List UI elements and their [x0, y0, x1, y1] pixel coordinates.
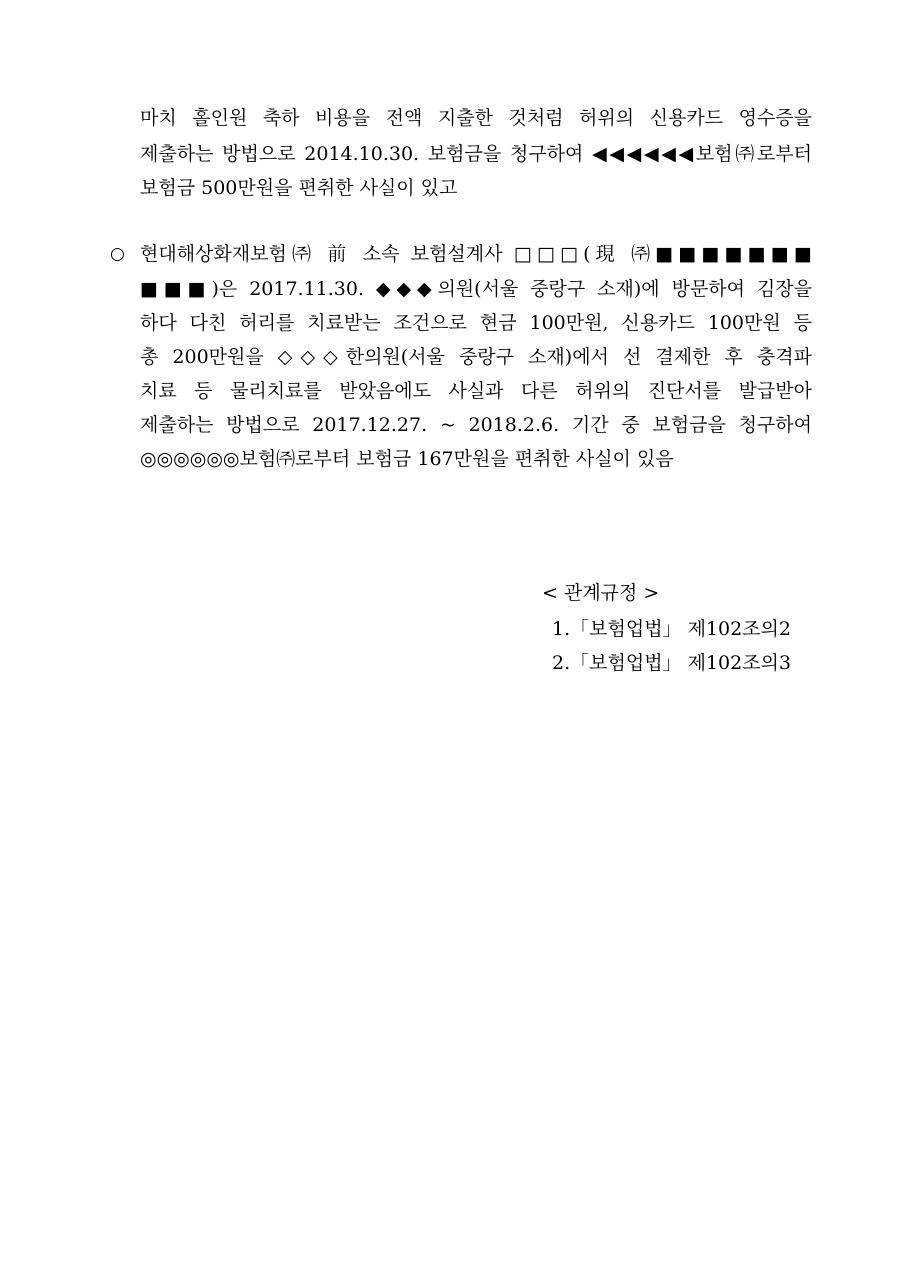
paragraph-1-line-2: 제출하는 방법으로 2014.10.30. 보험금을 청구하여 ◀◀◀◀◀◀보험㈜로부터	[140, 143, 812, 165]
paragraph-2-line-4: 총 200만원을 ◇◇◇한의원(서울 중랑구 소재)에서 선 결제한 후 충격파	[140, 346, 812, 368]
paragraph-1-line-1: 마치 홀인원 축하 비용을 전액 지출한 것처럼 허위의 신용카드 영수증을	[140, 107, 812, 129]
paragraph-2-line-1: 현대해상화재보험㈜ 前 소속 보험설계사 □□□(現 ㈜■■■■■■■	[140, 243, 812, 265]
paragraph-2-line-2: ■■■)은 2017.11.30. ◆◆◆의원(서울 중랑구 소재)에 방문하여 김장을	[140, 278, 812, 300]
regulations-heading: < 관계규정 >	[542, 582, 660, 604]
paragraph-2-line-3: 하다 다친 허리를 치료받는 조건으로 현금 100만원, 신용카드 100만원 등	[140, 312, 812, 334]
regulation-item-2: 2.「보험업법」 제102조의3	[552, 652, 791, 674]
paragraph-2-line-5: 치료 등 물리치료를 받았음에도 사실과 다른 허위의 진단서를 발급받아	[140, 380, 812, 402]
paragraph-2-line-6: 제출하는 방법으로 2017.12.27. ~ 2018.2.6. 기간 중 보험금을 청구하여	[140, 414, 812, 436]
paragraph-2-bullet: ○	[110, 244, 125, 264]
paragraph-1-line-3: 보험금 500만원을 편취한 사실이 있고	[140, 177, 458, 199]
regulation-item-1: 1.「보험업법」 제102조의2	[552, 618, 791, 640]
paragraph-2-line-7: ◎◎◎◎◎◎보험㈜로부터 보험금 167만원을 편취한 사실이 있음	[140, 448, 674, 470]
